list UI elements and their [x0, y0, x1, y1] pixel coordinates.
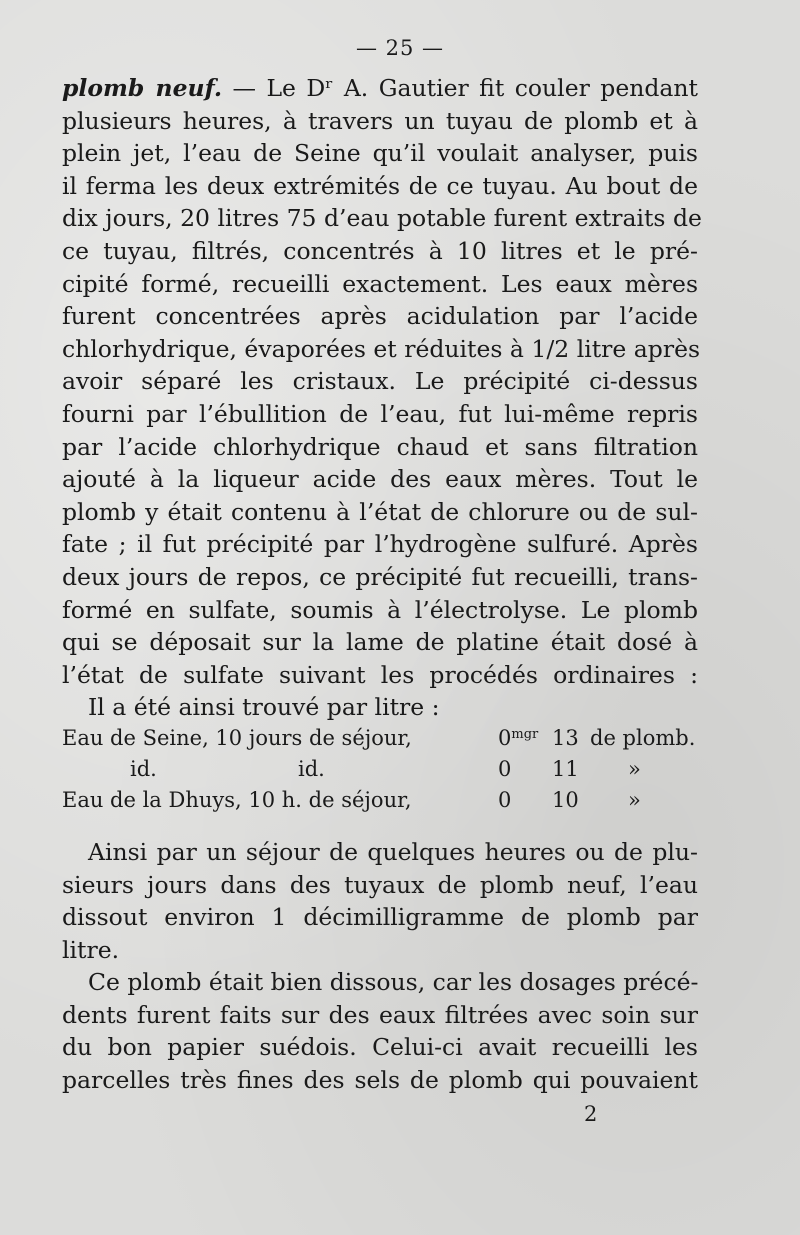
text-line: fourni par l’ébullition de l’eau, fut lui-même repris [62, 399, 698, 428]
row-label: » [628, 757, 641, 781]
text-line: cipité formé, recueilli exactement. Les eaux mères [62, 269, 698, 298]
row-source: Eau de Seine, 10 jours de séjour, [62, 726, 412, 750]
lead-rest: — Le Dʳ A. Gautier fit couler pendant [222, 74, 698, 102]
text-line: parcelles très fines des sels de plomb qui pouvaient [62, 1065, 698, 1094]
row-mg: 0 [498, 757, 512, 781]
page-number: — 25 — [355, 36, 445, 60]
text-line [62, 72, 698, 105]
text-line: Il a été ainsi trouvé par litre : [88, 693, 440, 722]
text-line: par l’acide chlorhydrique chaud et sans filtration [62, 432, 698, 461]
row-mg: $0^{mgr}$ [498, 726, 539, 750]
italic-lead: plomb neuf. [62, 74, 223, 102]
row-duration: id. [298, 757, 325, 781]
row-value: 11 [552, 757, 579, 781]
text-line: formé en sulfate, soumis à l’électrolyse. Le plomb [62, 595, 698, 624]
row-mg: 0 [498, 788, 512, 812]
text-line: litre. [62, 935, 120, 964]
text-line: sieurs jours dans des tuyaux de plomb neuf, l’eau [62, 870, 698, 899]
row-label: de plomb. [590, 726, 696, 750]
text-line: chlorhydrique, évaporées et réduites à 1/2 litre après [62, 334, 701, 363]
text-line: du bon papier suédois. Celui-ci avait recueilli les [62, 1033, 698, 1062]
text-line: il ferma les deux extrémités de ce tuyau. Au bout de [62, 171, 698, 200]
row-source: Eau de la Dhuys, 10 h. de séjour, [62, 788, 412, 812]
signature-mark: 2 [584, 1102, 598, 1126]
text-line: deux jours de repos, ce précipité fut recueilli, trans- [62, 562, 698, 591]
text-line: ajouté à la liqueur acide des eaux mères. Tout le [62, 465, 698, 494]
text-line: dissout environ 1 décimilligramme de plomb par [62, 903, 698, 932]
text-line: dix jours, 20 litres 75 d’eau potable furent extraits de [62, 204, 702, 233]
text-line: ce tuyau, filtrés, concentrés à 10 litres et le pré- [62, 236, 698, 265]
text-line: qui se déposait sur la lame de platine était dosé à [62, 628, 698, 657]
text-line: Ainsi par un séjour de quelques heures ou de plu- [88, 838, 698, 866]
text-line: furent concentrées après acidulation par l’acide [62, 302, 698, 331]
row-label: » [628, 788, 641, 812]
text-line: plomb y était contenu à l’état de chlorure ou de sul- [62, 497, 698, 526]
text-line: fate ; il fut précipité par l’hydrogène sulfuré. Après [62, 530, 698, 559]
text-line: plein jet, l’eau de Seine qu’il voulait analyser, puis [62, 139, 698, 168]
text-line: plusieurs heures, à travers un tuyau de plomb et à [62, 106, 698, 135]
text-line: avoir séparé les cristaux. Le précipité ci-dessus [62, 367, 698, 396]
row-source: id. [130, 757, 157, 781]
unit-superscript: mgr [511, 727, 539, 742]
text-line: Ce plomb était bien dissous, car les dosages précé- [88, 968, 699, 996]
text-line: dents furent faits sur des eaux filtrées avec soin sur [62, 1000, 698, 1029]
results-table [62, 726, 702, 819]
text-line: l’état de sulfate suivant les procédés ordinaires : [62, 660, 698, 689]
paragraph-4 [62, 966, 698, 1096]
table-row [62, 788, 702, 819]
paragraph-1 [62, 72, 702, 724]
row-value: 13 [552, 726, 579, 750]
row-value: 10 [552, 788, 579, 812]
table-row [62, 726, 702, 757]
paragraph-3 [62, 836, 698, 966]
table-row [62, 757, 702, 788]
